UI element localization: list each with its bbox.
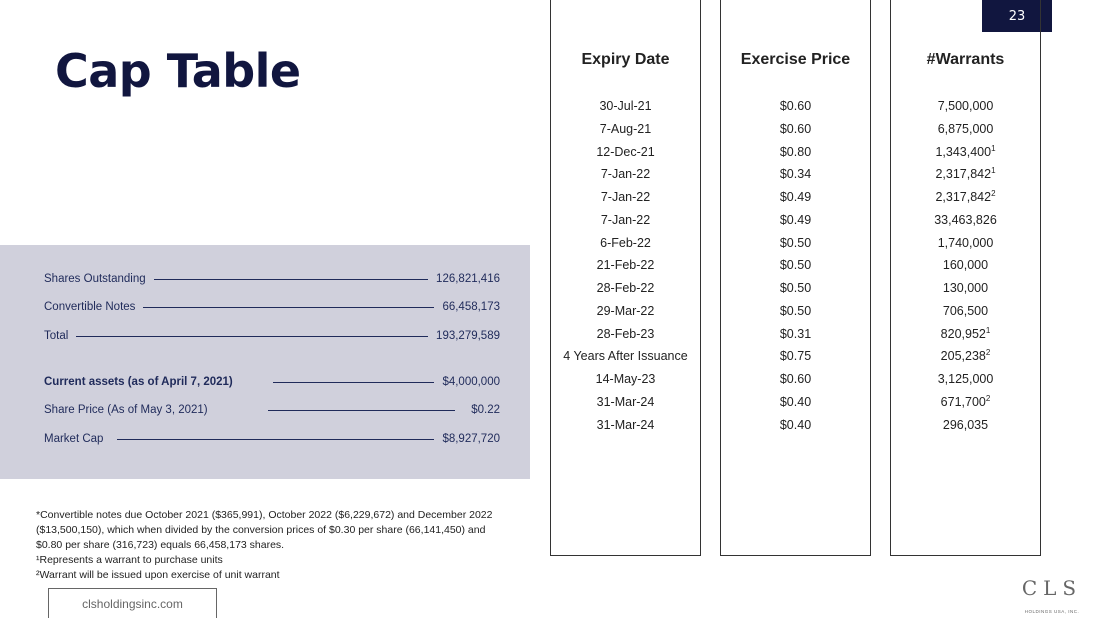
summary-label: Share Price (As of May 3, 2021) — [44, 404, 208, 416]
exercise-price-cell: $0.50 — [779, 258, 812, 273]
warrants-value: 33,463,826 — [934, 212, 997, 227]
warrants-value: 160,000 — [942, 258, 989, 273]
summary-value: 126,821,416 — [436, 273, 500, 285]
expiry-date-cell: 28-Feb-22 — [596, 281, 655, 295]
warrants-cell — [891, 368, 1040, 391]
summary-value: 193,279,589 — [436, 330, 500, 342]
footnote-1: ¹Represents a warrant to purchase units — [36, 554, 223, 566]
footnotes — [36, 508, 506, 583]
warrants-value: 296,035 — [942, 417, 989, 432]
leader-line — [154, 279, 428, 280]
exercise-price-cell: $0.50 — [779, 303, 812, 318]
expiry-date-cell: 31-Mar-24 — [596, 417, 655, 432]
expiry-date-cell: 7-Jan-22 — [600, 212, 651, 227]
exercise-price-cell: $0.60 — [779, 121, 812, 136]
leader-line — [117, 439, 434, 440]
column-warrants — [890, 0, 1041, 556]
summary-label: Market Cap — [44, 433, 104, 445]
expiry-date-cell: 4 Years After Issuance — [563, 349, 688, 364]
warrants-cell — [891, 186, 1040, 209]
warrants-cell — [891, 254, 1040, 277]
warrants-value: 7,500,000 — [937, 99, 994, 113]
leader-line — [143, 307, 434, 308]
warrants-cell — [891, 345, 1040, 368]
column-header: #Warrants — [926, 51, 1005, 68]
company-logo — [1020, 576, 1084, 614]
summary-label: Total — [44, 330, 69, 342]
expiry-date-cell: 30-Jul-21 — [599, 99, 652, 113]
expiry-date-cell: 7-Jan-22 — [600, 167, 651, 182]
column-header: Expiry Date — [581, 51, 670, 68]
column-exercise-price — [720, 0, 871, 556]
exercise-price-cell: $0.40 — [779, 394, 812, 409]
leader-line — [273, 382, 435, 383]
warrants-cell — [891, 277, 1040, 300]
summary-label: Convertible Notes — [44, 301, 136, 313]
exercise-price-cell: $0.60 — [779, 99, 812, 113]
warrants-value: 706,500 — [942, 303, 989, 318]
warrants-value: 1,740,000 — [937, 235, 994, 250]
warrants-cell — [891, 118, 1040, 141]
expiry-date-cell: 12-Dec-21 — [596, 144, 655, 159]
warrants-cell — [891, 323, 1040, 346]
summary-row-total — [44, 328, 500, 344]
footnote-marker: 2 — [985, 348, 991, 358]
logo-subtitle: HOLDINGS USA, INC. — [1024, 609, 1080, 614]
exercise-price-cell: $0.40 — [779, 417, 812, 432]
warrants-cell — [891, 414, 1040, 437]
expiry-date-cell: 14-May-23 — [595, 372, 656, 386]
leader-line — [268, 410, 456, 411]
summary-label: Current assets (as of April 7, 2021) — [44, 376, 233, 388]
warrants-value: 205,238 — [940, 349, 986, 364]
summary-row-share-price — [44, 402, 500, 418]
warrants-value: 2,317,842 — [935, 190, 992, 204]
expiry-date-cell: 28-Feb-23 — [596, 326, 655, 341]
website-link[interactable]: clsholdingsinc.com — [48, 588, 217, 618]
exercise-price-cell: $0.34 — [779, 167, 812, 182]
warrants-cell — [891, 300, 1040, 323]
warrants-cell — [891, 95, 1040, 118]
footnote-marker: 1 — [985, 325, 991, 335]
exercise-price-cell: $0.49 — [779, 212, 812, 227]
exercise-price-cell: $0.31 — [779, 326, 812, 341]
warrants-cell — [891, 209, 1040, 232]
column-expiry-date — [550, 0, 701, 556]
page-number: 23 — [982, 0, 1052, 32]
exercise-price-cell: $0.50 — [779, 235, 812, 250]
warrants-cell — [891, 163, 1040, 186]
footnote-2: ²Warrant will be issued upon exercise of unit warrant — [36, 569, 280, 581]
expiry-date-cell: 21-Feb-22 — [596, 258, 655, 273]
expiry-date-cell: 7-Jan-22 — [600, 190, 651, 204]
expiry-date-cell: 7-Aug-21 — [599, 121, 652, 136]
warrants-cell — [891, 391, 1040, 414]
summary-label: Shares Outstanding — [44, 273, 146, 285]
expiry-date-cell: 29-Mar-22 — [596, 303, 655, 318]
expiry-date-cells — [551, 95, 700, 436]
summary-value: $0.22 — [471, 404, 500, 416]
footnote-convertible-notes: *Convertible notes due October 2021 ($365,991), October 2022 ($6,229,672) and December 2022 ($13,500,150), which when divided by the conversion prices of $0.30 per share (66,141,450) and $0.80 per share (316,723) equals 66,458,173 shares. — [36, 509, 493, 551]
warrants-value: 1,343,400 — [935, 144, 992, 159]
summary-row-shares-outstanding — [44, 271, 500, 287]
warrants-cell — [891, 141, 1040, 164]
warrants-value: 6,875,000 — [937, 121, 994, 136]
footnote-marker: 1 — [991, 166, 996, 176]
summary-row-market-cap — [44, 431, 500, 447]
summary-row-convertible-notes — [44, 299, 500, 315]
summary-panel — [0, 245, 530, 479]
page-title: Cap Table — [55, 44, 301, 98]
footnote-marker: 1 — [991, 143, 996, 153]
warrants-value: 2,317,842 — [935, 167, 992, 182]
warrants-value: 820,952 — [940, 326, 986, 341]
leader-line — [76, 336, 428, 337]
warrants-cells — [891, 95, 1040, 436]
expiry-date-cell: 31-Mar-24 — [596, 394, 655, 409]
warrants-value: 671,700 — [940, 394, 986, 409]
summary-value: $4,000,000 — [442, 376, 500, 388]
logo-mark: CLS — [1021, 576, 1083, 600]
warrants-value: 130,000 — [942, 281, 989, 295]
exercise-price-cell: $0.75 — [779, 349, 812, 364]
summary-row-current-assets — [44, 374, 500, 390]
exercise-price-cell: $0.50 — [779, 281, 812, 295]
expiry-date-cell: 6-Feb-22 — [600, 235, 651, 250]
footnote-marker: 2 — [985, 393, 991, 403]
exercise-price-cell: $0.49 — [779, 190, 812, 204]
warrants-cell — [891, 232, 1040, 255]
footnote-marker: 2 — [991, 188, 996, 198]
exercise-price-cell: $0.80 — [779, 144, 812, 159]
summary-value: $8,927,720 — [442, 433, 500, 445]
summary-value: 66,458,173 — [442, 301, 500, 313]
warrants-value: 3,125,000 — [937, 372, 994, 386]
exercise-price-cells — [721, 95, 870, 436]
column-header: Exercise Price — [740, 51, 851, 68]
exercise-price-cell: $0.60 — [779, 372, 812, 386]
